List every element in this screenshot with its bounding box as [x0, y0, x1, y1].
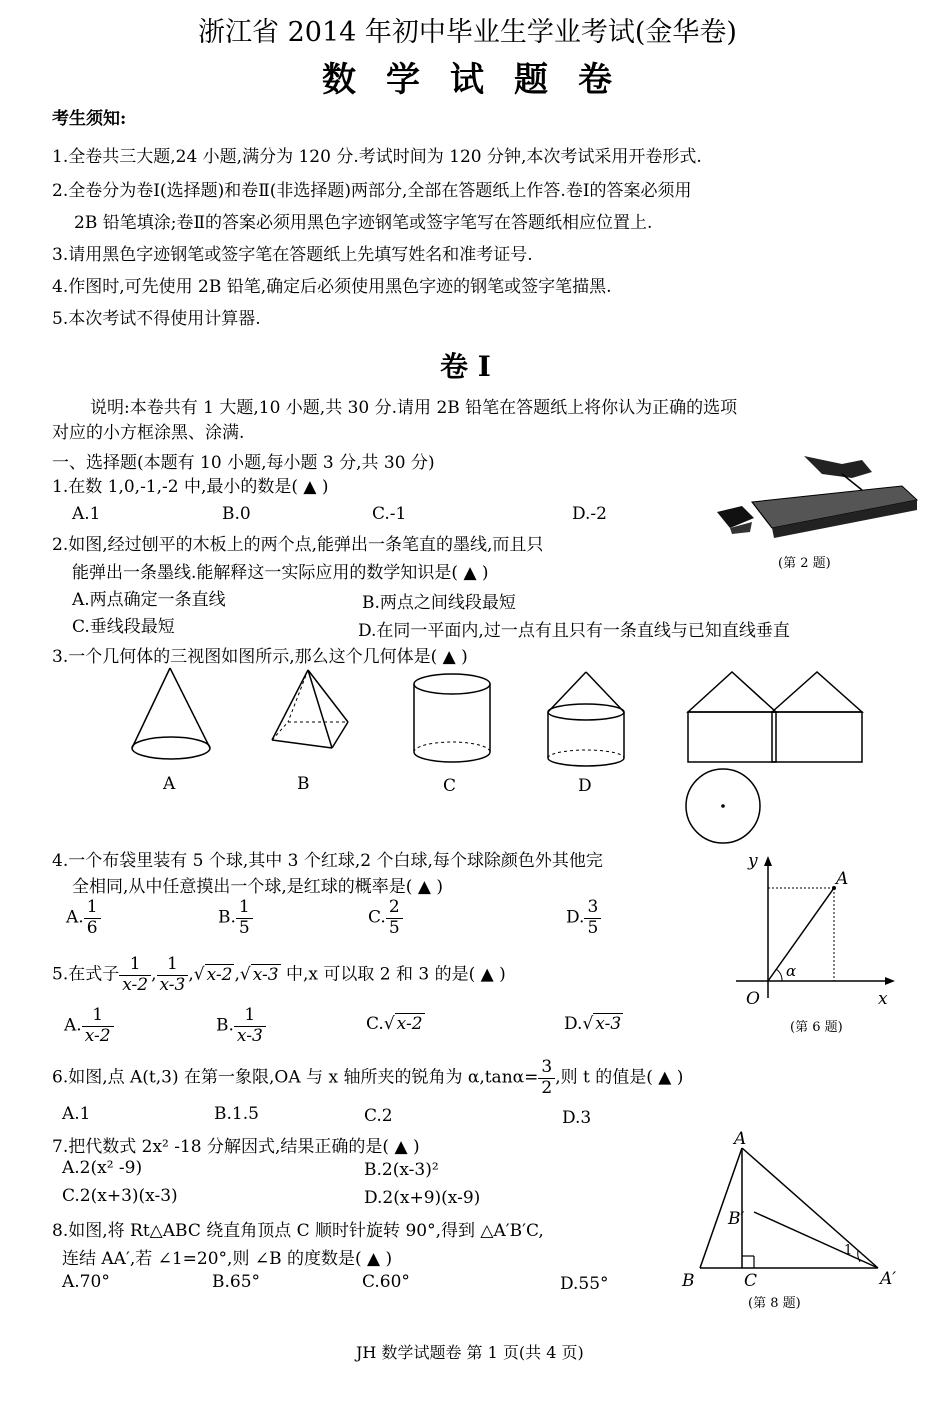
figure-label: B: [297, 774, 310, 794]
option: B.65°: [212, 1272, 261, 1292]
section-desc: 对应的小方框涂黑、涂满.: [52, 423, 245, 443]
option: C.2(x+3)(x-3): [62, 1186, 178, 1206]
label-c: C: [744, 1271, 758, 1291]
label-b-prime: B′: [728, 1209, 745, 1229]
q3-solids-figure: [120, 660, 930, 860]
figure-caption: (第 8 题): [748, 1296, 801, 1311]
q8-figure: [680, 1128, 910, 1313]
cone-shape: [132, 668, 210, 759]
question-stem: 6.如图,点 A(t,3) 在第一象限,OA 与 x 轴所夹的锐角为 α,tanα= $\frac{3}{2}$ ,则 t 的值是( ▲ ): [52, 1057, 684, 1098]
exam-title: 浙江省 2014 年初中毕业生学业考试(金华卷): [198, 17, 737, 48]
option: B.两点之间线段最短: [362, 593, 516, 613]
cone-cylinder-shape: [548, 672, 624, 766]
section-desc: 说明:本卷共有 1 大题,10 小题,共 30 分.请用 2B 铅笔在答题纸上将你认为正确的选项: [90, 398, 738, 418]
question-stem: 全相同,从中任意摸出一个球,是红球的概率是( ▲ ): [72, 877, 443, 897]
y-axis-label: y: [748, 851, 758, 871]
option: D.2(x+9)(x-9): [364, 1188, 481, 1208]
label-a: A: [734, 1129, 747, 1149]
label-angle-1: 1: [844, 1243, 853, 1258]
question-stem: 5.在式子 $\frac{1}{x-2}$ , $\frac{1}{x-3}$ ,√ x-2 ,√ x-3 中,x 可以取 2 和 3 的是( ▲ ): [52, 954, 506, 995]
option-b: B. $\frac{1}{5}$: [218, 898, 253, 938]
question-stem: 3.一个几何体的三视图如图所示,那么这个几何体是( ▲ ): [52, 647, 468, 667]
notice-item: 1.全卷共三大题,24 小题,满分为 120 分.考试时间为 120 分钟,本次考试采用开卷形式.: [52, 147, 702, 167]
figure-label: D: [578, 776, 592, 796]
figure-label: C: [443, 776, 457, 796]
q2-figure: [712, 450, 922, 550]
option: C.-1: [372, 504, 407, 524]
option-d: D. $\frac{3}{5}$: [566, 898, 601, 938]
option-a: A. $\frac{1}{6}$: [66, 898, 101, 938]
option-c: C. $\frac{2}{5}$: [368, 898, 403, 938]
page-footer: JH 数学试题卷 第 1 页(共 4 页): [356, 1343, 584, 1362]
label-a-prime: A′: [880, 1269, 897, 1289]
option-c: C.√ x-2: [366, 1014, 423, 1034]
section-title: 卷 Ⅰ: [440, 350, 491, 383]
q6-figure: [730, 848, 900, 1013]
option: A.两点确定一条直线: [72, 590, 226, 610]
option: A.1: [62, 1104, 91, 1124]
question-stem: 7.把代数式 2x² -18 分解因式,结果正确的是( ▲ ): [52, 1137, 420, 1157]
alpha-label: α: [786, 962, 797, 980]
notice-item: 4.作图时,可先使用 2B 铅笔,确定后必须使用黑色字迹的钢笔或签字笔描黑.: [52, 277, 612, 297]
option: C.垂线段最短: [72, 617, 175, 637]
label-b: B: [682, 1271, 695, 1291]
origin-label: O: [746, 989, 760, 1009]
question-stem: 2.如图,经过刨平的木板上的两个点,能弹出一条笔直的墨线,而且只: [52, 535, 544, 555]
question-stem: 4.一个布袋里装有 5 个球,其中 3 个红球,2 个白球,每个球除颜色外其他完: [52, 851, 603, 871]
option: A.70°: [62, 1272, 110, 1292]
option-a: A. $\frac{1}{x-2}$: [64, 1006, 114, 1046]
x-axis-label: x: [878, 989, 888, 1009]
paper-title: 数学试题卷: [322, 60, 642, 100]
question-stem: 8.如图,将 Rt△ABC 绕直角顶点 C 顺时针旋转 90°,得到 △A′B′C,: [52, 1221, 544, 1241]
option: D.在同一平面内,过一点有且只有一条直线与已知直线垂直: [358, 621, 790, 641]
front-view: [688, 672, 776, 762]
option: B.0: [222, 504, 251, 524]
notice-item: 2.全卷分为卷Ⅰ(选择题)和卷Ⅱ(非选择题)两部分,全部在答题纸上作答.卷Ⅰ的答案必须用: [52, 181, 692, 201]
option: A.1: [72, 504, 101, 524]
question-stem: 能弹出一条墨线.能解释这一实际应用的数学知识是( ▲ ): [72, 563, 489, 583]
cylinder-shape: [414, 674, 490, 762]
notice-item: 3.请用黑色字迹钢笔或签字笔在答题纸上先填写姓名和准考证号.: [52, 245, 533, 265]
option-d: D.√ x-3: [564, 1014, 622, 1034]
part-title: 一、选择题(本题有 10 小题,每小题 3 分,共 30 分): [52, 453, 435, 473]
pyramid-shape: [272, 670, 348, 748]
notice-heading: 考生须知:: [52, 109, 127, 129]
option: C.60°: [362, 1272, 410, 1292]
option: D.55°: [560, 1274, 609, 1294]
option: B.1.5: [214, 1104, 259, 1124]
figure-caption: (第 6 题): [790, 1020, 843, 1035]
option: B.2(x-3)²: [364, 1160, 439, 1180]
figure-label: A: [163, 774, 176, 794]
point-a-label: A: [836, 869, 849, 889]
option: D.-2: [572, 504, 607, 524]
option-b: B. $\frac{1}{x-3}$: [216, 1006, 266, 1046]
option: D.3: [562, 1108, 592, 1128]
question-stem: 连结 AA′,若 ∠1=20°,则 ∠B 的度数是( ▲ ): [62, 1249, 393, 1269]
side-view: [772, 672, 862, 762]
notice-item: 5.本次考试不得使用计算器.: [52, 309, 261, 329]
figure-caption: (第 2 题): [778, 556, 831, 571]
top-view: [686, 769, 760, 843]
option: C.2: [364, 1106, 393, 1126]
notice-item: 2B 铅笔填涂;卷Ⅱ的答案必须用黑色字迹钢笔或签字笔写在答题纸相应位置上.: [74, 213, 653, 233]
question-stem: 1.在数 1,0,-1,-2 中,最小的数是( ▲ ): [52, 477, 329, 497]
option: A.2(x² -9): [62, 1158, 143, 1178]
